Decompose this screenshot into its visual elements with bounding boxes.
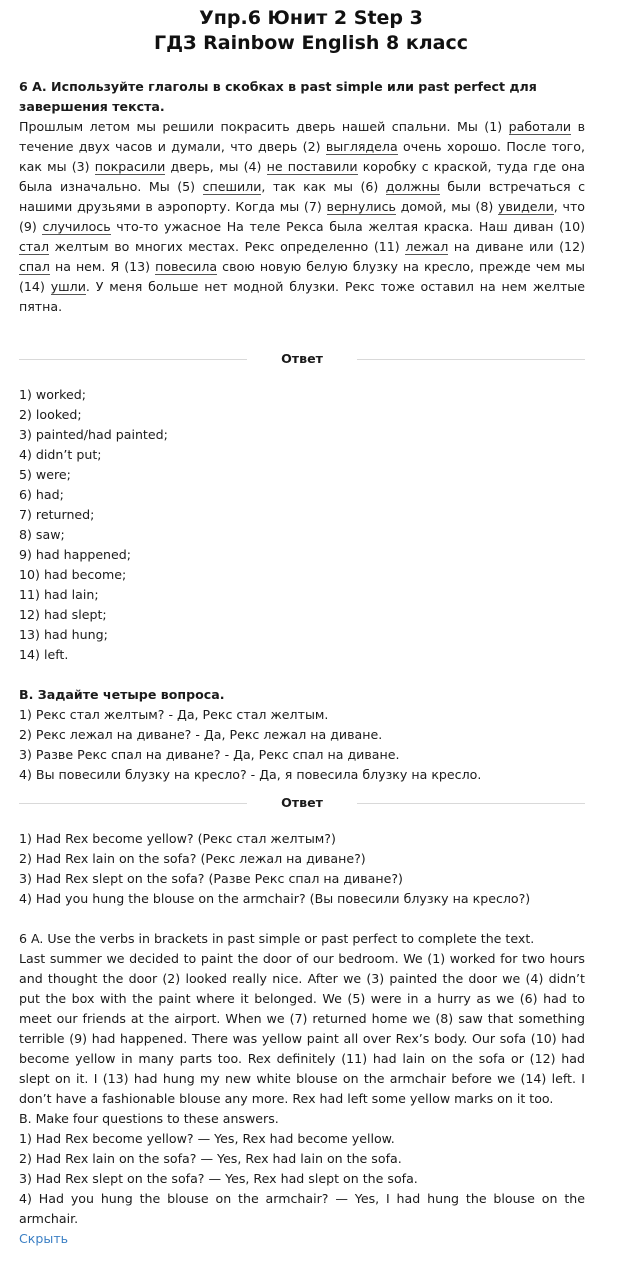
list-item: 5) were; xyxy=(19,467,71,482)
list-item: 3) Разве Рекс спал на диване? - Да, Рекс спал на диване. xyxy=(19,747,400,762)
underlined-verb: не поставили xyxy=(266,159,358,174)
underlined-verb: увидели xyxy=(498,199,554,214)
english-heading: 6 A. Use the verbs in brackets in past simple or past perfect to complete the text. xyxy=(19,931,535,946)
task-a-heading: 6 А. Используйте глаголы в скобках в past simple или past perfect для завершения текста. xyxy=(19,79,537,114)
underlined-verb: спал xyxy=(19,259,50,274)
list-item: 3) painted/had painted; xyxy=(19,427,168,442)
underlined-verb: стал xyxy=(19,239,50,254)
list-item: 2) Had Rex lain on the sofa? — Yes, Rex had lain on the sofa. xyxy=(19,1151,402,1166)
page-title xyxy=(37,6,585,56)
answers-b-list xyxy=(19,829,585,909)
underlined-verb: случилось xyxy=(42,219,111,234)
divider-line xyxy=(357,359,585,360)
answer-divider-a xyxy=(19,349,585,369)
underlined-verb: покрасили xyxy=(94,159,166,174)
underlined-verb: работали xyxy=(508,119,572,134)
underlined-verb: спешили xyxy=(202,179,262,194)
list-item: 2) Had Rex lain on the sofa? (Рекс лежал на диване?) xyxy=(19,851,366,866)
title-line-1: Упр.6 Юнит 2 Step 3 xyxy=(199,7,423,29)
list-item: 1) worked; xyxy=(19,387,86,402)
answer-divider-b xyxy=(19,793,585,813)
list-item: 8) saw; xyxy=(19,527,65,542)
underlined-verb: лежал xyxy=(405,239,449,254)
list-item: 4) Вы повесили блузку на кресло? - Да, я повесила блузку на кресло. xyxy=(19,767,482,782)
hide-link[interactable]: Скрыть xyxy=(19,1231,69,1246)
answer-label: Ответ xyxy=(281,351,323,366)
english-text: Last summer we decided to paint the door of our bedroom. We (1) worked for two hours and thought the door (2) looked really nice. After we (3) painted the door we (4) didn’t put the box with the paint where it belonged. We (5) were in a hurry as we (6) had to meet our friends at the airport. When we (7) returned home we (8) saw that something terrible (9) had happened. There was yellow paint all over Rex’s body. Our sofa (10) had become yellow in many parts too. Rex definitely (11) had lain on the sofa or (12) had slept on it. I (13) had hung my new white blouse on the armchair before we (14) left. I don’t have a fashionable blouse any more. Rex had left some yellow marks on it too. xyxy=(19,951,585,1106)
text-segment: дверь, мы (4) xyxy=(165,159,267,174)
list-item: 4) didn’t put; xyxy=(19,447,102,462)
list-item: 4) Had you hung the blouse on the armchair? — Yes, I had hung the blouse on the armchair. xyxy=(19,1191,585,1226)
task-b-list xyxy=(19,705,585,785)
list-item: 2) Рекс лежал на диване? - Да, Рекс лежал на диване. xyxy=(19,727,383,742)
text-segment: на нем. Я (13) xyxy=(49,259,156,274)
list-item: 9) had happened; xyxy=(19,547,132,562)
list-item: 1) Had Rex become yellow? — Yes, Rex had become yellow. xyxy=(19,1131,395,1146)
list-item: 14) left. xyxy=(19,647,69,662)
divider-line xyxy=(19,803,247,804)
list-item: 7) returned; xyxy=(19,507,95,522)
text-segment: коробку с краской, туда где она была изначально. Мы (5) xyxy=(19,159,586,194)
text-segment: , что (9) xyxy=(19,199,585,234)
divider-line xyxy=(19,359,247,360)
list-item: 10) had become; xyxy=(19,567,127,582)
text-segment: в течение двух часов и думали, что дверь (2) xyxy=(19,119,585,154)
text-segment: . У меня больше нет модной блузки. Рекс тоже оставил на нем желтые пятна. xyxy=(19,279,586,314)
underlined-verb: ушли xyxy=(50,279,86,294)
text-segment: очень хорошо. После того, как мы (3) xyxy=(19,139,585,174)
list-item: 1) Had Rex become yellow? (Рекс стал желтым?) xyxy=(19,831,336,846)
text-segment: желтым во многих местах. Рекс определенно (11) xyxy=(49,239,406,254)
list-item: 6) had; xyxy=(19,487,64,502)
text-segment: были встречаться с нашими друзьями в аэропорту. Когда мы (7) xyxy=(19,179,586,214)
list-item: 13) had hung; xyxy=(19,627,108,642)
text-segment: Прошлым летом мы решили покрасить дверь нашей спальни. Мы (1) xyxy=(19,119,509,134)
text-segment: что-то ужасное На теле Рекса была желтая краска. Наш диван (10) xyxy=(110,219,585,234)
text-segment: на диване или (12) xyxy=(448,239,585,254)
text-segment: , так как мы (6) xyxy=(261,179,386,194)
underlined-verb: должны xyxy=(385,179,440,194)
text-segment: свою новую белую блузку на кресло, прежде чем мы (14) xyxy=(19,259,585,294)
list-item: 2) looked; xyxy=(19,407,82,422)
answer-label: Ответ xyxy=(281,795,323,810)
list-item: 3) Had Rex slept on the sofa? (Разве Рекс спал на диване?) xyxy=(19,871,403,886)
title-line-2: ГДЗ Rainbow English 8 класс xyxy=(153,32,469,54)
english-b-list xyxy=(19,1129,585,1229)
task-b-heading: В. Задайте четыре вопроса. xyxy=(19,687,225,702)
underlined-verb: вернулись xyxy=(326,199,396,214)
list-item: 1) Рекс стал желтым? - Да, Рекс стал желтым. xyxy=(19,707,329,722)
divider-line xyxy=(357,803,585,804)
list-item: 11) had lain; xyxy=(19,587,99,602)
underlined-verb: выглядела xyxy=(325,139,398,154)
underlined-verb: повесила xyxy=(155,259,218,274)
answers-a-list xyxy=(19,385,585,665)
task-a-text xyxy=(19,117,585,317)
list-item: 12) had slept; xyxy=(19,607,107,622)
english-b-heading: B. Make four questions to these answers. xyxy=(19,1111,279,1126)
list-item: 3) Had Rex slept on the sofa? — Yes, Rex had slept on the sofa. xyxy=(19,1171,418,1186)
list-item: 4) Had you hung the blouse on the armchair? (Вы повесили блузку на кресло?) xyxy=(19,891,531,906)
text-segment: домой, мы (8) xyxy=(395,199,499,214)
